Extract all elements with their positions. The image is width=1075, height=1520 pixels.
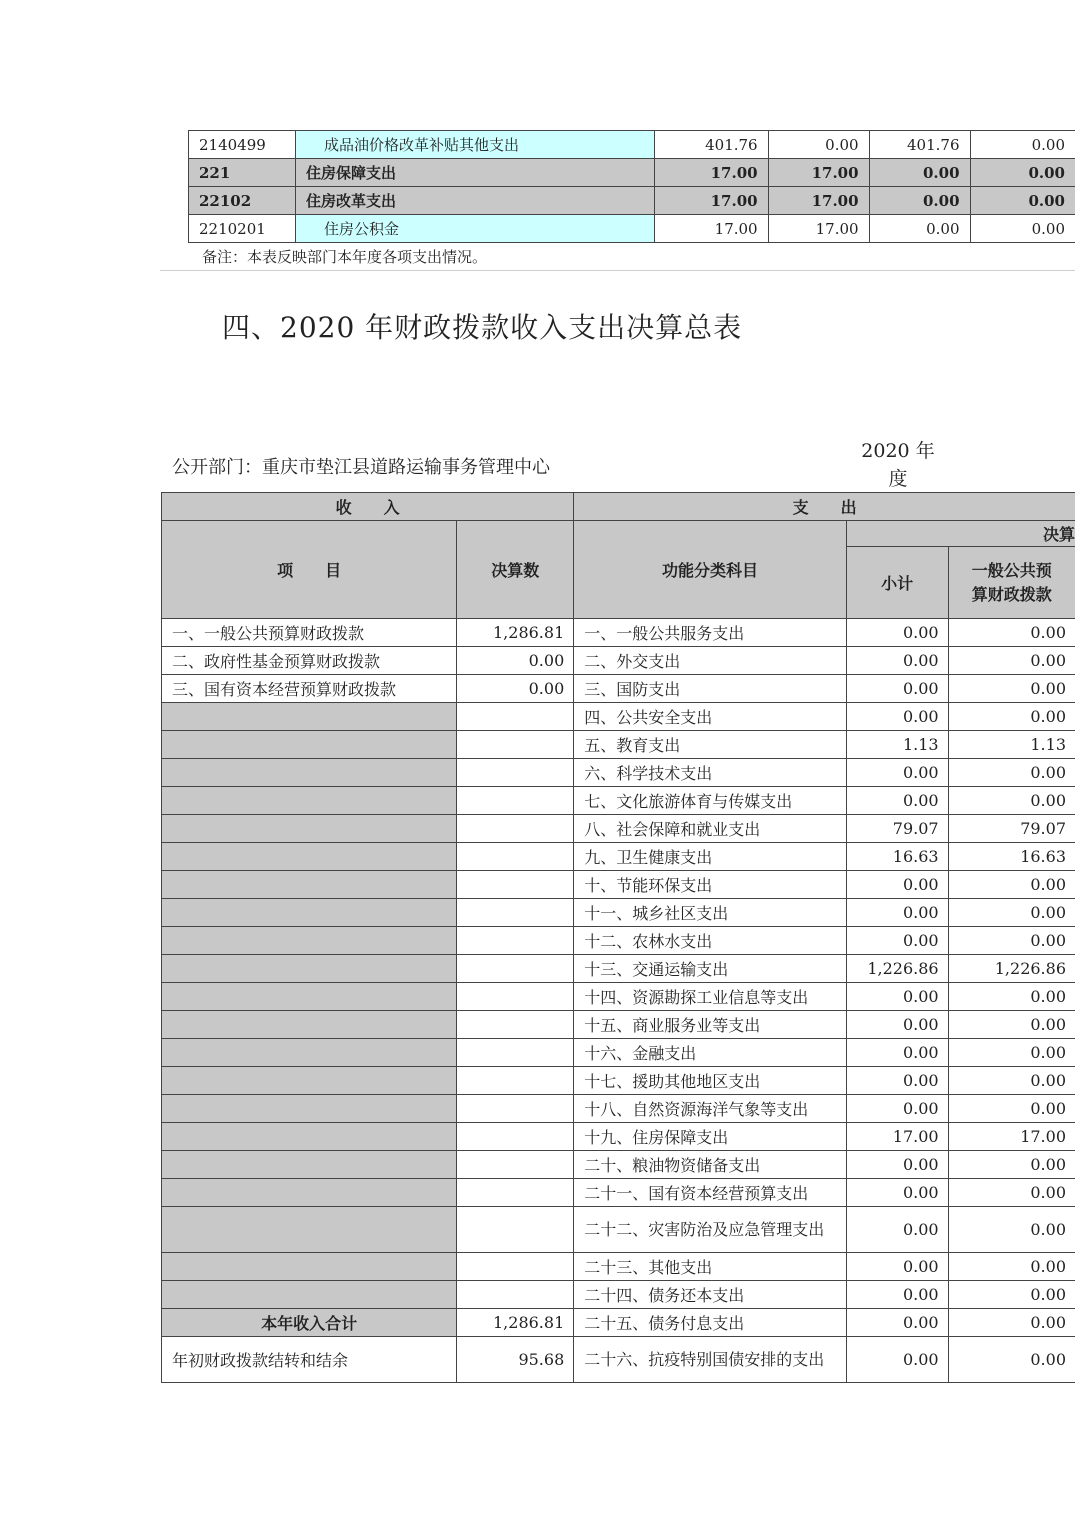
general-budget-value: 0.00 — [948, 927, 1075, 955]
expense-category: 十四、资源勘探工业信息等支出 — [574, 983, 846, 1011]
expense-category: 十、节能环保支出 — [574, 871, 846, 899]
income-item — [162, 1207, 457, 1253]
income-value: 95.68 — [457, 1337, 574, 1383]
income-value: 1,286.81 — [457, 1309, 574, 1337]
expense-category: 三、国防支出 — [574, 675, 846, 703]
income-value — [457, 1011, 574, 1039]
table-row — [162, 1207, 1075, 1253]
table-row — [162, 1039, 1075, 1067]
income-header: 收 入 — [162, 493, 574, 521]
income-value — [457, 1123, 574, 1151]
subtotal-value: 0.00 — [846, 703, 948, 731]
income-item: 本年收入合计 — [162, 1309, 457, 1337]
general-budget-value: 0.00 — [948, 1095, 1075, 1123]
project-expense-value: 0.00 — [869, 187, 970, 215]
income-item — [162, 843, 457, 871]
table-note: 备注：本表反映部门本年度各项支出情况。 — [202, 248, 488, 266]
subject-code: 2210201 — [189, 215, 296, 243]
expense-category: 二十一、国有资本经营预算支出 — [574, 1179, 846, 1207]
expense-category: 十五、商业服务业等支出 — [574, 1011, 846, 1039]
general-budget-value: 0.00 — [948, 703, 1075, 731]
income-item — [162, 1151, 457, 1179]
subject-name: 成品油价格改革补贴其他支出 — [295, 131, 654, 159]
income-value — [457, 1207, 574, 1253]
table-row — [162, 815, 1075, 843]
subtotal-value: 0.00 — [846, 1309, 948, 1337]
income-value — [457, 983, 574, 1011]
general-budget-value: 0.00 — [948, 1179, 1075, 1207]
table-row — [162, 1281, 1075, 1309]
income-item — [162, 955, 457, 983]
income-value — [457, 703, 574, 731]
income-value — [457, 1179, 574, 1207]
section-title: 四、2020 年财政拨款收入支出决算总表 — [222, 311, 743, 344]
income-item — [162, 1281, 457, 1309]
general-budget-value: 0.00 — [948, 1309, 1075, 1337]
subject-name: 住房保障支出 — [295, 159, 654, 187]
expense-category: 五、教育支出 — [574, 731, 846, 759]
expense-category: 二十三、其他支出 — [574, 1253, 846, 1281]
subtotal-value: 79.07 — [846, 815, 948, 843]
table-row — [162, 619, 1075, 647]
total-value: 17.00 — [654, 159, 768, 187]
subject-code: 22102 — [189, 187, 296, 215]
income-item — [162, 899, 457, 927]
year-label — [852, 437, 944, 493]
subtotal-value: 0.00 — [846, 1011, 948, 1039]
income-amount-header: 决算数 — [457, 521, 574, 619]
subtotal-value: 0.00 — [846, 1039, 948, 1067]
general-budget-value: 0.00 — [948, 759, 1075, 787]
income-item — [162, 927, 457, 955]
income-value — [457, 1281, 574, 1309]
table-row — [189, 159, 1075, 187]
table-row — [162, 1151, 1075, 1179]
general-budget-value: 0.00 — [948, 871, 1075, 899]
table-row — [162, 1095, 1075, 1123]
subtotal-value: 0.00 — [846, 927, 948, 955]
expense-category: 一、一般公共服务支出 — [574, 619, 846, 647]
subtotal-value: 0.00 — [846, 1095, 948, 1123]
general-budget-value: 0.00 — [948, 1151, 1075, 1179]
fiscal-appropriation-summary-table — [161, 492, 1075, 1383]
basic-expense-value: 17.00 — [768, 215, 869, 243]
expense-category: 八、社会保障和就业支出 — [574, 815, 846, 843]
subtotal-value: 0.00 — [846, 675, 948, 703]
subtotal-value: 0.00 — [846, 647, 948, 675]
general-budget-value: 1,226.86 — [948, 955, 1075, 983]
expense-category: 十一、城乡社区支出 — [574, 899, 846, 927]
subtotal-header: 小计 — [846, 547, 948, 619]
subtotal-value: 16.63 — [846, 843, 948, 871]
table-row — [189, 215, 1075, 243]
income-item — [162, 1011, 457, 1039]
department-label: 公开部门：重庆市垫江县道路运输事务管理中心 — [172, 457, 550, 478]
income-value — [457, 787, 574, 815]
income-item: 三、国有资本经营预算财政拨款 — [162, 675, 457, 703]
subtotal-value: 0.00 — [846, 899, 948, 927]
general-budget-value: 0.00 — [948, 647, 1075, 675]
expense-category: 十二、农林水支出 — [574, 927, 846, 955]
subtotal-value: 0.00 — [846, 1067, 948, 1095]
income-item — [162, 1039, 457, 1067]
basic-expense-value: 0.00 — [768, 131, 869, 159]
project-expense-value: 401.76 — [869, 131, 970, 159]
subtotal-value: 0.00 — [846, 1281, 948, 1309]
income-item — [162, 815, 457, 843]
table-row — [162, 1123, 1075, 1151]
income-item — [162, 1095, 457, 1123]
general-budget-value: 0.00 — [948, 1039, 1075, 1067]
subtotal-value: 0.00 — [846, 983, 948, 1011]
general-budget-value: 1.13 — [948, 731, 1075, 759]
table-row — [162, 675, 1075, 703]
income-value — [457, 1095, 574, 1123]
subtotal-value: 1.13 — [846, 731, 948, 759]
expense-header: 支 出 — [574, 493, 1075, 521]
table-row — [162, 703, 1075, 731]
expense-category: 二、外交支出 — [574, 647, 846, 675]
year-line-2: 度 — [888, 468, 908, 490]
subtotal-value: 0.00 — [846, 1207, 948, 1253]
subject-name: 住房改革支出 — [295, 187, 654, 215]
table-row — [162, 927, 1075, 955]
income-value — [457, 815, 574, 843]
income-value — [457, 759, 574, 787]
table-row — [162, 983, 1075, 1011]
subtotal-value: 0.00 — [846, 619, 948, 647]
table-row — [162, 955, 1075, 983]
expense-category: 四、公共安全支出 — [574, 703, 846, 731]
income-value: 0.00 — [457, 675, 574, 703]
general-budget-value: 0.00 — [948, 1337, 1075, 1383]
general-budget-value: 0.00 — [948, 675, 1075, 703]
general-budget-value: 0.00 — [948, 899, 1075, 927]
income-value — [457, 1039, 574, 1067]
other-value: 0.00 — [970, 159, 1075, 187]
income-value: 0.00 — [457, 647, 574, 675]
general-budget-value: 17.00 — [948, 1123, 1075, 1151]
table-row — [162, 899, 1075, 927]
expense-category: 十九、住房保障支出 — [574, 1123, 846, 1151]
general-budget-value: 0.00 — [948, 787, 1075, 815]
project-expense-value: 0.00 — [869, 215, 970, 243]
table-row — [162, 1011, 1075, 1039]
item-header: 项 目 — [162, 521, 457, 619]
income-value — [457, 1067, 574, 1095]
income-item — [162, 1067, 457, 1095]
expense-category: 二十四、债务还本支出 — [574, 1281, 846, 1309]
income-item — [162, 703, 457, 731]
year-line-1: 2020 年 — [861, 440, 935, 462]
income-item: 二、政府性基金预算财政拨款 — [162, 647, 457, 675]
expense-category: 十六、金融支出 — [574, 1039, 846, 1067]
subtotal-value: 17.00 — [846, 1123, 948, 1151]
table-row — [162, 759, 1075, 787]
expense-category: 二十二、灾害防治及应急管理支出 — [574, 1207, 846, 1253]
table-row — [189, 187, 1075, 215]
table-row — [162, 647, 1075, 675]
table-row — [189, 131, 1075, 159]
table-row — [162, 1337, 1075, 1383]
income-item — [162, 983, 457, 1011]
income-item — [162, 787, 457, 815]
income-value — [457, 731, 574, 759]
general-budget-value: 79.07 — [948, 815, 1075, 843]
income-value — [457, 871, 574, 899]
table-row — [162, 1253, 1075, 1281]
expenditure-detail-table — [188, 130, 1075, 243]
general-budget-value: 0.00 — [948, 619, 1075, 647]
expense-category: 十七、援助其他地区支出 — [574, 1067, 846, 1095]
general-budget-value: 0.00 — [948, 1067, 1075, 1095]
income-item — [162, 1253, 457, 1281]
income-value — [457, 955, 574, 983]
expense-category: 二十、粮油物资储备支出 — [574, 1151, 846, 1179]
basic-expense-value: 17.00 — [768, 187, 869, 215]
subtotal-value: 0.00 — [846, 1337, 948, 1383]
general-budget-value: 16.63 — [948, 843, 1075, 871]
general-budget-value: 0.00 — [948, 1253, 1075, 1281]
subtotal-value: 0.00 — [846, 1253, 948, 1281]
general-budget-value: 0.00 — [948, 1207, 1075, 1253]
table-row — [162, 1067, 1075, 1095]
table-row — [162, 1309, 1075, 1337]
subject-code: 2140499 — [189, 131, 296, 159]
subtotal-value: 1,226.86 — [846, 955, 948, 983]
expense-category: 九、卫生健康支出 — [574, 843, 846, 871]
other-value: 0.00 — [970, 187, 1075, 215]
subject-name: 住房公积金 — [295, 215, 654, 243]
table-row — [162, 731, 1075, 759]
basic-expense-value: 17.00 — [768, 159, 869, 187]
income-value — [457, 927, 574, 955]
general-budget-value: 0.00 — [948, 1281, 1075, 1309]
subtotal-value: 0.00 — [846, 759, 948, 787]
table-row — [162, 787, 1075, 815]
table-row — [162, 1179, 1075, 1207]
table-row — [162, 871, 1075, 899]
income-item — [162, 731, 457, 759]
subtotal-value: 0.00 — [846, 1151, 948, 1179]
general-budget-header — [948, 547, 1075, 619]
expense-category: 六、科学技术支出 — [574, 759, 846, 787]
income-item: 年初财政拨款结转和结余 — [162, 1337, 457, 1383]
total-value: 401.76 — [654, 131, 768, 159]
expense-category: 十三、交通运输支出 — [574, 955, 846, 983]
subtotal-value: 0.00 — [846, 787, 948, 815]
income-value — [457, 1253, 574, 1281]
general-budget-header-line2: 算财政拨款 — [971, 584, 1052, 604]
juesuan-header: 决算 — [846, 521, 1075, 547]
expense-category: 七、文化旅游体育与传媒支出 — [574, 787, 846, 815]
income-item — [162, 871, 457, 899]
expense-category: 二十六、抗疫特别国债安排的支出 — [574, 1337, 846, 1383]
expense-category: 二十五、债务付息支出 — [574, 1309, 846, 1337]
other-value: 0.00 — [970, 131, 1075, 159]
other-value: 0.00 — [970, 215, 1075, 243]
income-item — [162, 1123, 457, 1151]
subject-code: 221 — [189, 159, 296, 187]
total-value: 17.00 — [654, 187, 768, 215]
function-category-header: 功能分类科目 — [574, 521, 846, 619]
subtotal-value: 0.00 — [846, 871, 948, 899]
income-value — [457, 1151, 574, 1179]
income-item — [162, 759, 457, 787]
project-expense-value: 0.00 — [869, 159, 970, 187]
total-value: 17.00 — [654, 215, 768, 243]
divider — [160, 270, 1075, 271]
income-item — [162, 1179, 457, 1207]
expense-category: 十八、自然资源海洋气象等支出 — [574, 1095, 846, 1123]
general-budget-header-line1: 一般公共预 — [971, 560, 1052, 580]
general-budget-value: 0.00 — [948, 983, 1075, 1011]
general-budget-value: 0.00 — [948, 1011, 1075, 1039]
income-value — [457, 843, 574, 871]
table-row — [162, 843, 1075, 871]
subtotal-value: 0.00 — [846, 1179, 948, 1207]
income-value — [457, 899, 574, 927]
income-value: 1,286.81 — [457, 619, 574, 647]
income-item: 一、一般公共预算财政拨款 — [162, 619, 457, 647]
